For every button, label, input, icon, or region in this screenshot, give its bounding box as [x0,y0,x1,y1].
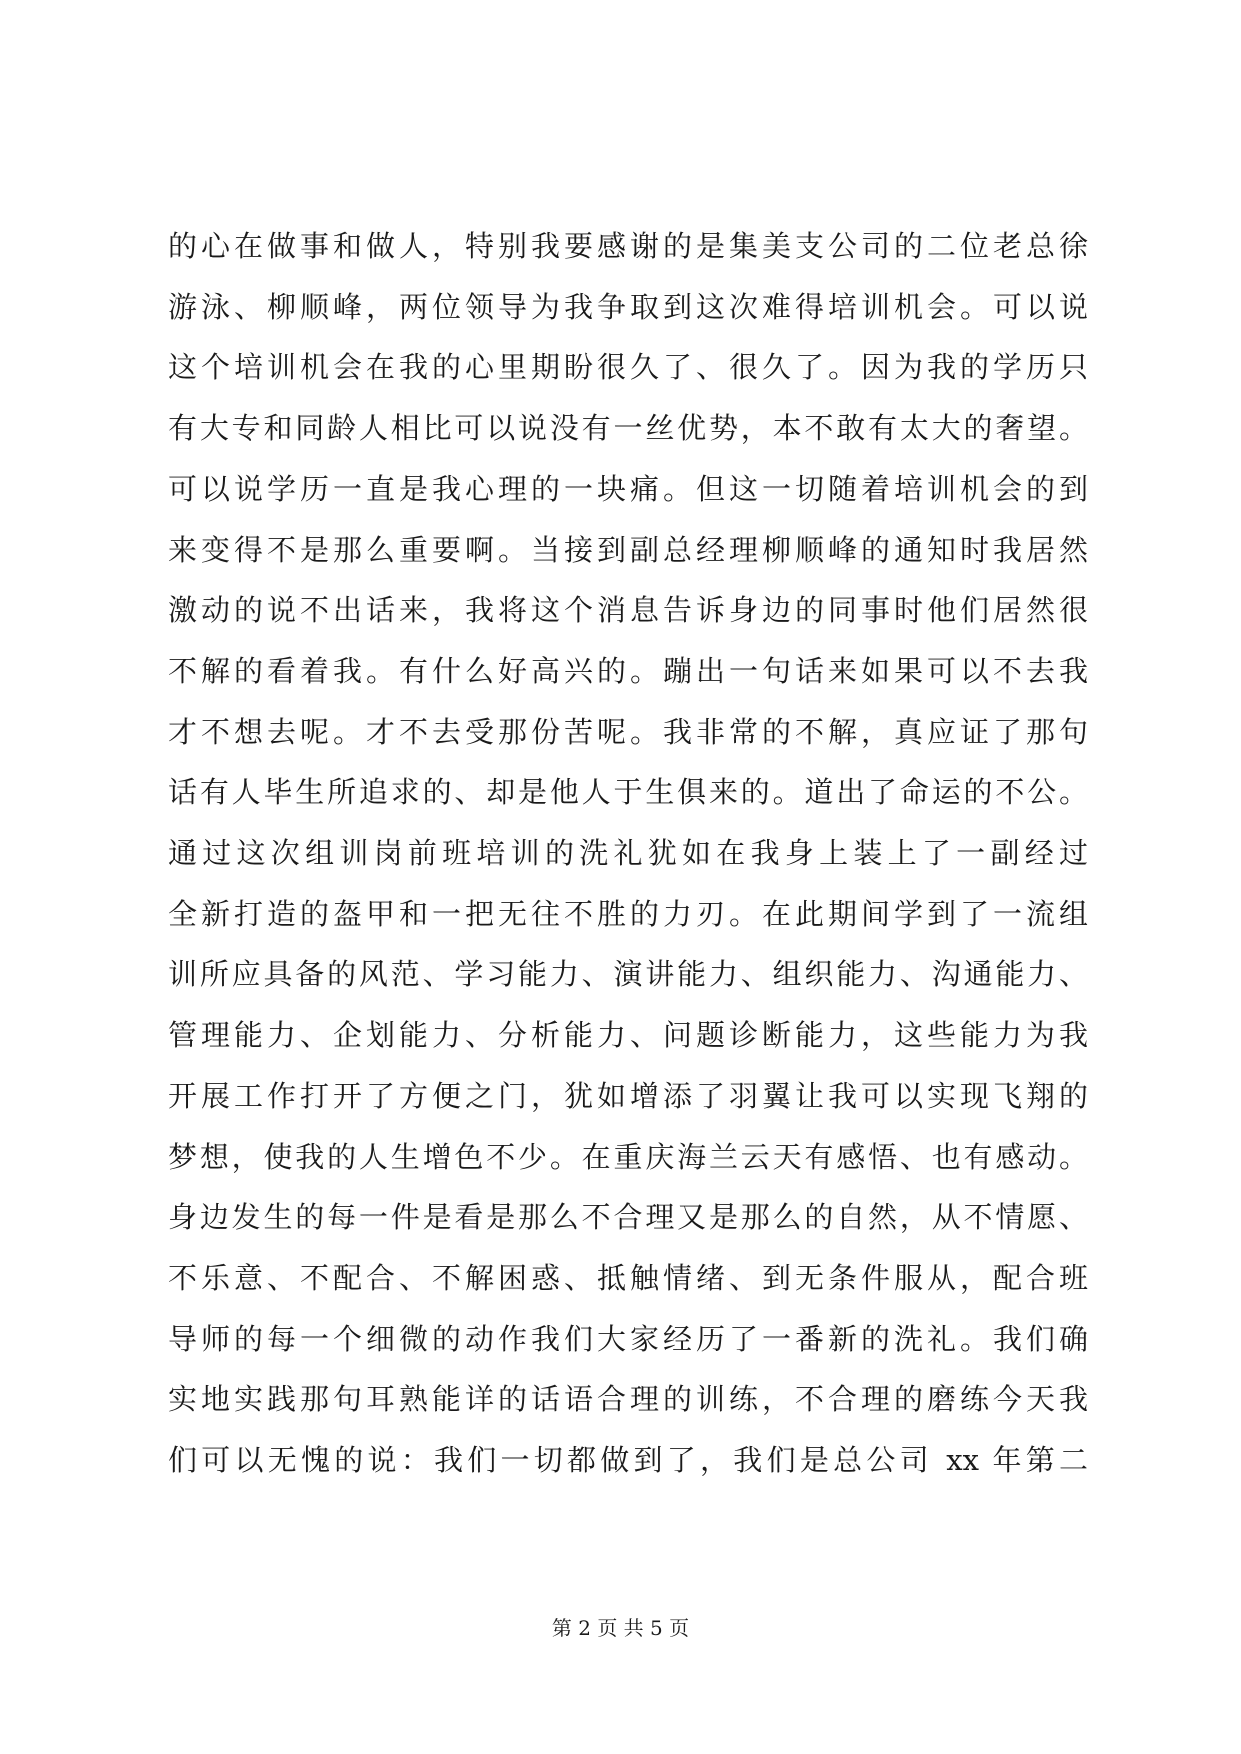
text-line-13: 训所应具备的风范、学习能力、演讲能力、组织能力、沟通能力、 [168,957,1088,992]
text-line-2: 游泳、柳顺峰，两位领导为我争取到这次难得培训机会。可以说 [168,289,1088,324]
text-line-21: 们可以无愧的说：我们一切都做到了，我们是总公司 xx 年第二 [168,1443,1088,1477]
text-line-5: 可以说学历一直是我心理的一块痛。但这一切随着培训机会的到 [168,471,1088,506]
text-line-17: 身边发生的每一件是看是那么不合理又是那么的自然，从不情愿、 [168,1200,1088,1235]
text-line-11: 通过这次组训岗前班培训的洗礼犹如在我身上装上了一副经过 [168,836,1088,870]
text-line-15: 开展工作打开了方便之门，犹如增添了羽翼让我可以实现飞翔的 [168,1078,1088,1113]
text-line-3: 这个培训机会在我的心里期盼很久了、很久了。因为我的学历只 [168,350,1088,385]
text-line-14: 管理能力、企划能力、分析能力、问题诊断能力，这些能力为我 [168,1018,1088,1053]
text-line-4: 有大专和同龄人相比可以说没有一丝优势，本不敢有太大的奢望。 [168,411,1088,446]
text-line-10: 话有人毕生所追求的、却是他人于生俱来的。道出了命运的不公。 [168,775,1088,810]
text-line-1: 的心在做事和做人，特别我要感谢的是集美支公司的二位老总徐 [168,229,1088,263]
text-line-8: 不解的看着我。有什么好高兴的。蹦出一句话来如果可以不去我 [168,653,1088,688]
page-number-footer: 第 2 页 共 5 页 [551,1616,690,1640]
text-line-19: 导师的每一个细微的动作我们大家经历了一番新的洗礼。我们确 [168,1321,1088,1356]
text-line-20: 实地实践那句耳熟能详的话语合理的训练，不合理的磨练今天我 [168,1382,1088,1417]
text-line-6: 来变得不是那么重要啊。当接到副总经理柳顺峰的通知时我居然 [168,532,1088,567]
text-line-18: 不乐意、不配合、不解困惑、抵触情绪、到无条件服从，配合班 [168,1260,1088,1295]
text-line-16: 梦想，使我的人生增色不少。在重庆海兰云天有感悟、也有感动。 [168,1139,1088,1174]
text-line-7: 激动的说不出话来，我将这个消息告诉身边的同事时他们居然很 [168,593,1088,628]
text-line-9: 才不想去呢。才不去受那份苦呢。我非常的不解，真应证了那句 [168,714,1088,749]
text-line-12: 全新打造的盔甲和一把无往不胜的力刃。在此期间学到了一流组 [168,896,1088,931]
